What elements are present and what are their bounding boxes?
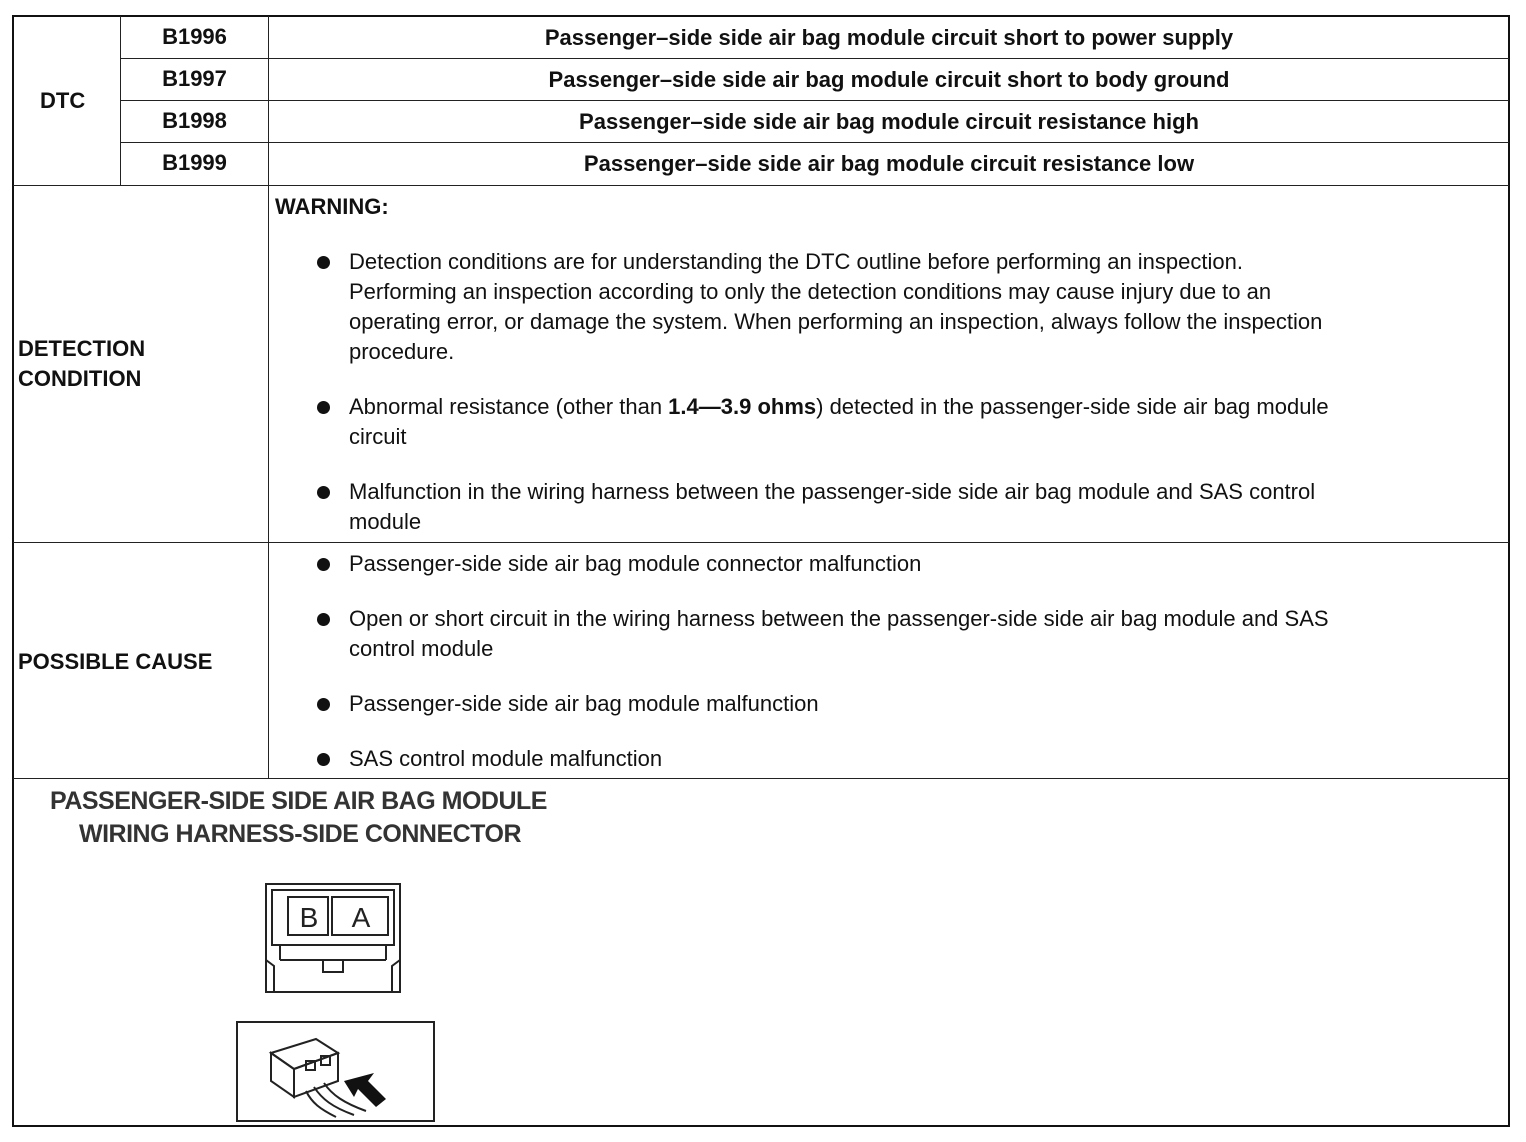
detection-bullet-3-line1: Malfunction in the wiring harness between the passenger-side side air bag module and SAS control	[349, 479, 1316, 504]
dtc-code: B1998	[162, 108, 227, 133]
detection-bullet-1-line2: Performing an inspection according to only the detection conditions may cause injury due to an	[349, 279, 1272, 304]
divider	[120, 142, 1509, 143]
divider	[13, 542, 1509, 543]
dtc-label: DTC	[40, 88, 86, 113]
bullet-icon	[317, 753, 330, 766]
bullet-icon	[317, 698, 330, 711]
cause-bullet-4: SAS control module malfunction	[349, 746, 663, 771]
warning-title: WARNING:	[275, 194, 389, 219]
bullet-2-suffix: ) detected in the passenger-side side air bag module	[816, 394, 1329, 419]
connector-plug-icon	[236, 1021, 436, 1123]
dtc-description: Passenger–side side air bag module circuit short to power supply	[544, 25, 1234, 50]
bullet-2-prefix: Abnormal resistance (other than	[349, 394, 669, 419]
divider	[120, 58, 1509, 59]
divider	[120, 100, 1509, 101]
dtc-description: Passenger–side side air bag module circuit short to body ground	[548, 67, 1230, 92]
cause-bullet-3: Passenger-side side air bag module malfunction	[349, 691, 819, 716]
bullet-icon	[317, 558, 330, 571]
bullet-icon	[317, 401, 330, 414]
detection-bullet-1-line1: Detection conditions are for understanding the DTC outline before performing an inspection.	[349, 249, 1243, 274]
dtc-description: Passenger–side side air bag module circuit resistance low	[583, 151, 1195, 176]
connector-diagram	[260, 880, 410, 1000]
divider	[13, 185, 1509, 186]
detection-bullet-2-line2: circuit	[349, 424, 407, 449]
detection-bullet-1-line3: operating error, or damage the system. When performing an inspection, always follow the inspection	[349, 309, 1323, 334]
cause-bullet-2-line1: Open or short circuit in the wiring harness between the passenger-side side air bag module and SAS	[349, 606, 1329, 631]
cause-bullet-2-line2: control module	[349, 636, 494, 661]
figure-title-line1: PASSENGER-SIDE SIDE AIR BAG MODULE	[50, 787, 547, 815]
detection-label-line2: CONDITION	[18, 366, 142, 391]
dtc-code: B1999	[162, 150, 227, 175]
bullet-icon	[317, 486, 330, 499]
bullet-icon	[317, 256, 330, 269]
bullet-icon	[317, 613, 330, 626]
dtc-description: Passenger–side side air bag module circuit resistance high	[579, 109, 1199, 134]
detection-bullet-3-line2: module	[349, 509, 422, 534]
divider	[13, 778, 1509, 779]
dtc-code: B1996	[162, 24, 227, 49]
cause-bullet-1: Passenger-side side air bag module connector malfunction	[349, 551, 922, 576]
detection-label-line1: DETECTION	[18, 336, 146, 361]
detection-bullet-2-line1	[349, 392, 1329, 422]
figure-title-line2: WIRING HARNESS-SIDE CONNECTOR	[79, 820, 522, 848]
resistance-range: 1.4—3.9 ohms	[668, 394, 817, 419]
terminal-b-label: B	[299, 902, 319, 933]
dtc-code: B1997	[162, 66, 227, 91]
terminal-a-label: A	[351, 902, 371, 933]
detection-bullet-1-line4: procedure.	[349, 339, 455, 364]
possible-cause-label: POSSIBLE CAUSE	[18, 649, 213, 674]
